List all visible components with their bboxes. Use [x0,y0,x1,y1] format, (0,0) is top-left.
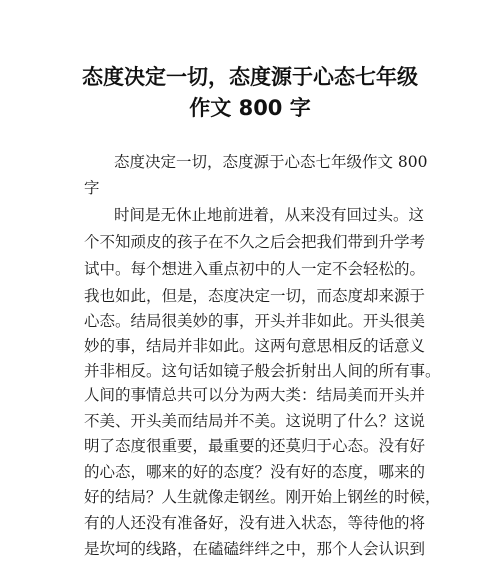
body-line: 的心态，哪来的好的态度？没有好的态度，哪来的 [84,463,426,481]
body-line: 个不知顽皮的孩子在不久之后会把我们带到升学考 [84,233,426,251]
body-line: 态度决定一切，态度源于心态七年级作文 800 [114,153,428,171]
body-line: 是坎坷的线路，在磕磕绊绊之中，那个人会认识到 [84,540,426,558]
body-line: 明了态度很重要，最重要的还莫归于心态。没有好 [84,437,426,455]
body-line: 我也如此，但是，态度决定一切，而态度却来源于 [84,287,426,305]
body-line: 妙的事，结局并非如此。这两句意思相反的话意义 [84,337,426,355]
body-line: 人间的事情总共可以分为两大类：结局美而开头并 [84,386,426,404]
document-title-line-1: 态度决定一切，态度源于心态七年级 [82,65,418,89]
body-line: 时间是无休止地前进着，从来没有回过头。这 [114,206,425,224]
document-title-line-2: 作文 800 字 [189,96,311,120]
body-line: 有的人还没有准备好，没有进入状态，等待他的将 [84,514,426,532]
body-line: 试中。每个想进入重点初中的人一定不会轻松的。 [84,260,426,278]
body-line: 不美、开头美而结局并不美。这说明了什么？这说 [84,412,426,430]
body-line: 心态。结局很美妙的事，开头并非如此。开头很美 [84,312,426,330]
body-line: 好的结局？人生就像走钢丝。刚开始上钢丝的时候， [84,488,441,506]
body-line: 并非相反。这句话如镜子般会折射出人间的所有事。 [84,362,441,380]
body-line: 字 [84,179,100,197]
